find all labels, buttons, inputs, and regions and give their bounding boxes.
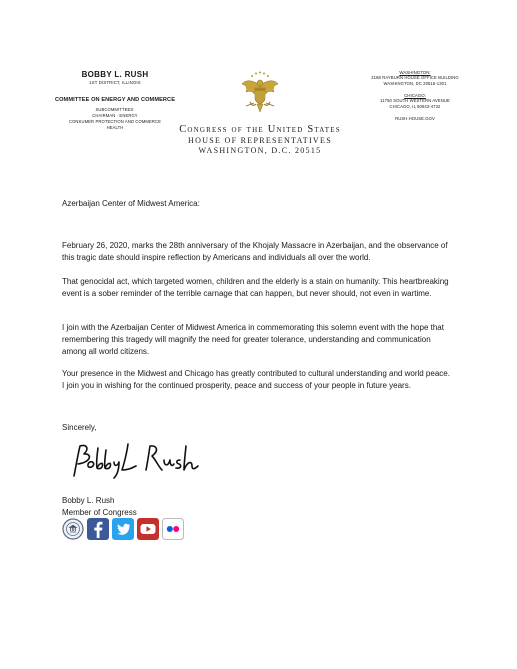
district: 1ST DISTRICT, ILLINOIS: [89, 80, 141, 85]
closing: Sincerely,: [62, 423, 97, 432]
subcommittee-line: SUBCOMMITTEES:: [95, 107, 135, 112]
sender-name: Bobby L. Rush: [62, 496, 115, 505]
city-line: WASHINGTON, D.C. 20515: [198, 146, 322, 155]
sender-title: Member of Congress: [62, 508, 137, 517]
house-title: HOUSE OF REPRESENTATIVES: [188, 136, 332, 145]
letterhead-right: [350, 70, 480, 122]
letterhead-center: [165, 70, 355, 156]
facebook-icon[interactable]: [87, 518, 109, 540]
addressee: Azerbaijan Center of Midwest America:: [62, 199, 200, 208]
subcommittee-line: CHAIRMAN · ENERGY: [92, 113, 138, 118]
congress-title: Congress of the United States: [179, 124, 341, 135]
flickr-icon[interactable]: [162, 518, 184, 540]
eagle-seal-icon: [240, 70, 280, 120]
letter-paragraph: That genocidal act, which targeted women, children and the elderly is a stain on humanity. This heartbreaking event is a sober reminder of the terrible carnage that can happen, but never should, not even in wartime.: [62, 277, 449, 298]
washington-address-line: WASHINGTON, DC 20515-1301: [383, 81, 447, 86]
chicago-address-line: 11750 SOUTH WESTERN AVENUE: [380, 98, 450, 103]
youtube-icon[interactable]: [137, 518, 159, 540]
letter-paragraph: February 26, 2020, marks the 28th anniversary of the Khojaly Massacre in Azerbaijan, and the observance of this tragic date should inspire reflection by Americans and individuals all over the world.: [62, 241, 448, 262]
letter-paragraph: Your presence in the Midwest and Chicago has greatly contributed to cultural understanding and world peace. I join you in wishing for the continued prosperity, peace and success of your people in future years.: [62, 369, 450, 390]
social-links: [62, 518, 184, 540]
committee: COMMITTEE ON ENERGY AND COMMERCE: [54, 97, 176, 103]
washington-address-line: 2188 RAYBURN HOUSE OFFICE BUILDING: [371, 75, 459, 80]
subcommittee-line: CONSUMER PROTECTION AND COMMERCE: [68, 119, 162, 124]
twitter-icon[interactable]: [112, 518, 134, 540]
house-seal-icon[interactable]: [62, 518, 84, 540]
chicago-address-line: CHICAGO, IL 60643-4732: [389, 104, 441, 109]
chicago-heading: CHICAGO:: [404, 93, 426, 98]
letter-paragraph: I join with the Azerbaijan Center of Midwest America in commemorating this solemn event with the hope that remembering this tragedy will magnify the need for greater tolerance, understanding and communication among all world citizens.: [62, 323, 444, 356]
website: RUSH.HOUSE.GOV: [395, 116, 435, 121]
handwritten-signature: [64, 440, 214, 480]
member-name: BOBBY L. RUSH: [81, 70, 149, 79]
washington-heading: WASHINGTON:: [399, 70, 431, 75]
subcommittee-line: HEALTH: [106, 125, 124, 130]
